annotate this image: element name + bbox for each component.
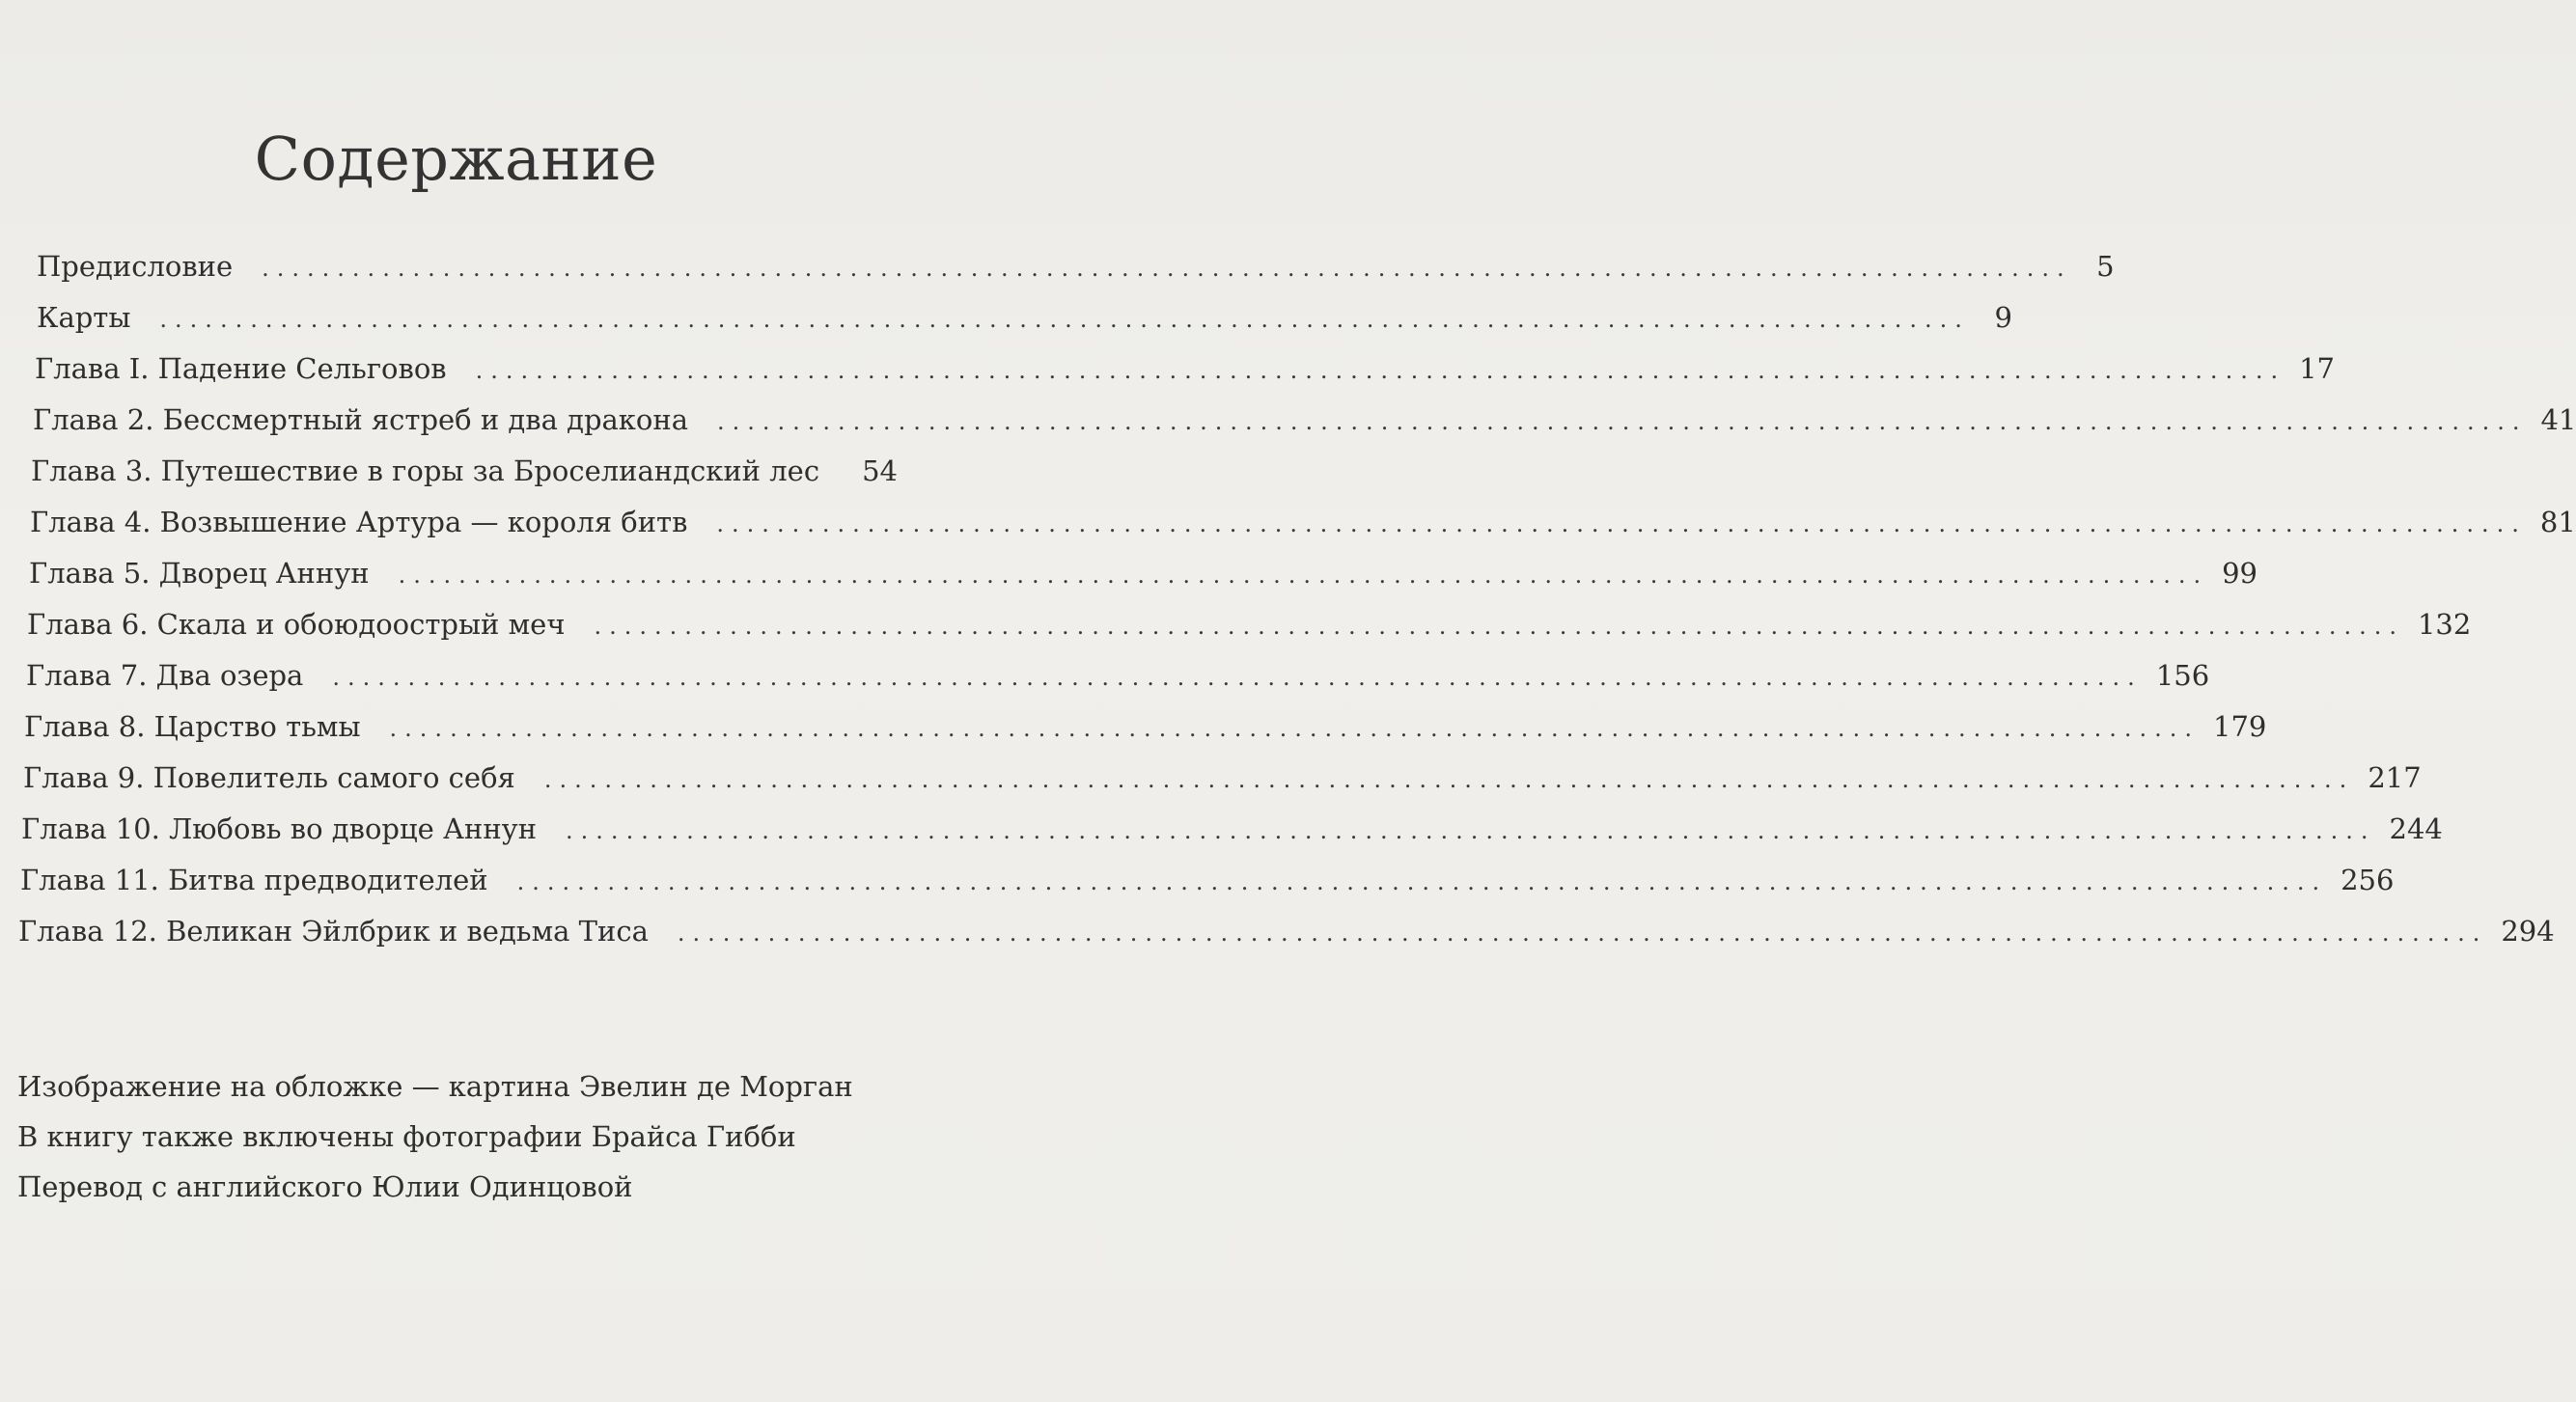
leader-dots: ........................................................................................................................ bbox=[717, 408, 2528, 435]
toc-entry-page: 54 bbox=[862, 454, 898, 487]
toc-entry-page: 294 bbox=[2501, 915, 2555, 948]
leader-dots: ........................................................................................................................ bbox=[475, 357, 2286, 384]
leader-dots: ........................................................................................................................ bbox=[159, 306, 1970, 333]
toc-entry-label: Предисловие bbox=[37, 250, 234, 283]
toc-entry-page: 132 bbox=[2417, 608, 2472, 641]
toc-entry-page: 5 bbox=[2096, 250, 2115, 283]
toc-entry-page: 244 bbox=[2389, 812, 2443, 845]
toc-entry[interactable] bbox=[29, 548, 2257, 598]
toc-entry-page: 99 bbox=[2222, 557, 2257, 590]
toc-entry[interactable] bbox=[37, 241, 2115, 291]
toc-entry[interactable] bbox=[26, 650, 2210, 701]
toc-entry-page: 179 bbox=[2213, 710, 2267, 743]
toc-entry-label: Глава 11. Битва предводителей bbox=[20, 864, 488, 896]
credits-block bbox=[17, 1061, 925, 1212]
toc-entry-page: 217 bbox=[2368, 761, 2422, 794]
leader-dots: ........................................................................................................................ bbox=[543, 766, 2355, 793]
toc-entry-label: Глава 4. Возвышение Артура — короля битв bbox=[30, 506, 688, 538]
toc-entry-label: Глава 12. Великан Эйлбрик и ведьма Тиса bbox=[18, 915, 649, 948]
toc-entry[interactable] bbox=[33, 395, 2576, 445]
leader-dots: ........................................................................................................................ bbox=[566, 817, 2376, 844]
leader-dots: ........................................................................................................................ bbox=[594, 613, 2404, 640]
toc-entry[interactable] bbox=[35, 344, 2335, 394]
leader-dots: ........................................................................................................................ bbox=[332, 664, 2143, 691]
toc-entry[interactable] bbox=[27, 599, 2472, 649]
credit-photos: В книгу также включены фотографии Брайса Гибби bbox=[17, 1120, 796, 1153]
toc-entry-label: Глава 2. Бессмертный ястреб и два дракона bbox=[33, 403, 689, 436]
toc-entry[interactable] bbox=[20, 855, 2395, 905]
toc-entry-page: 156 bbox=[2155, 659, 2210, 692]
leader-dots: ........................................................................................................................ bbox=[516, 868, 2328, 895]
toc-entry-label: Глава 9. Повелитель самого себя bbox=[23, 761, 515, 794]
toc-entry[interactable] bbox=[18, 906, 2555, 956]
toc-entry[interactable] bbox=[30, 497, 2576, 547]
toc-entry-label: Глава 6. Скала и обоюдоострый меч bbox=[27, 608, 566, 641]
leader-dots: ........................................................................................................................ bbox=[716, 510, 2527, 537]
toc-entry[interactable] bbox=[24, 701, 2267, 752]
toc-entry[interactable] bbox=[21, 804, 2443, 854]
toc-entry-label: Глава I. Падение Сельговов bbox=[35, 352, 447, 385]
leader-dots: ........................................................................................................................ bbox=[677, 920, 2488, 947]
toc-entry[interactable] bbox=[31, 446, 898, 496]
toc-entry-label: Глава 10. Любовь во дворце Аннун bbox=[21, 812, 538, 845]
leader-dots: ........................................................................................................................ bbox=[398, 562, 2209, 589]
toc-entry-label: Глава 3. Путешествие в горы за Броселиандский лес bbox=[31, 454, 820, 487]
toc-entry-page: 81 bbox=[2539, 506, 2576, 538]
credit-translation: Перевод с английского Юлии Одинцовой bbox=[17, 1170, 633, 1203]
toc-entry-label: Глава 8. Царство тьмы bbox=[24, 710, 361, 743]
page-title: Содержание bbox=[254, 124, 658, 194]
toc-entry-page: 17 bbox=[2299, 352, 2335, 385]
toc-entry[interactable] bbox=[37, 292, 2012, 343]
toc-entry-label: Карты bbox=[37, 301, 131, 334]
toc-entry-page: 41 bbox=[2540, 403, 2576, 436]
leader-dots: ........................................................................................................................ bbox=[389, 715, 2201, 742]
toc-entry-label: Глава 5. Дворец Аннун bbox=[29, 557, 370, 590]
toc-entry-page: 256 bbox=[2341, 864, 2395, 896]
toc-entry-page: 9 bbox=[1994, 301, 2012, 334]
toc-entry[interactable] bbox=[23, 753, 2422, 803]
toc-entry-label: Глава 7. Два озера bbox=[26, 659, 304, 692]
credit-cover-art: Изображение на обложке — картина Эвелин де Морган bbox=[17, 1070, 853, 1103]
leader-dots: ........................................................................................................................ bbox=[262, 255, 2072, 282]
